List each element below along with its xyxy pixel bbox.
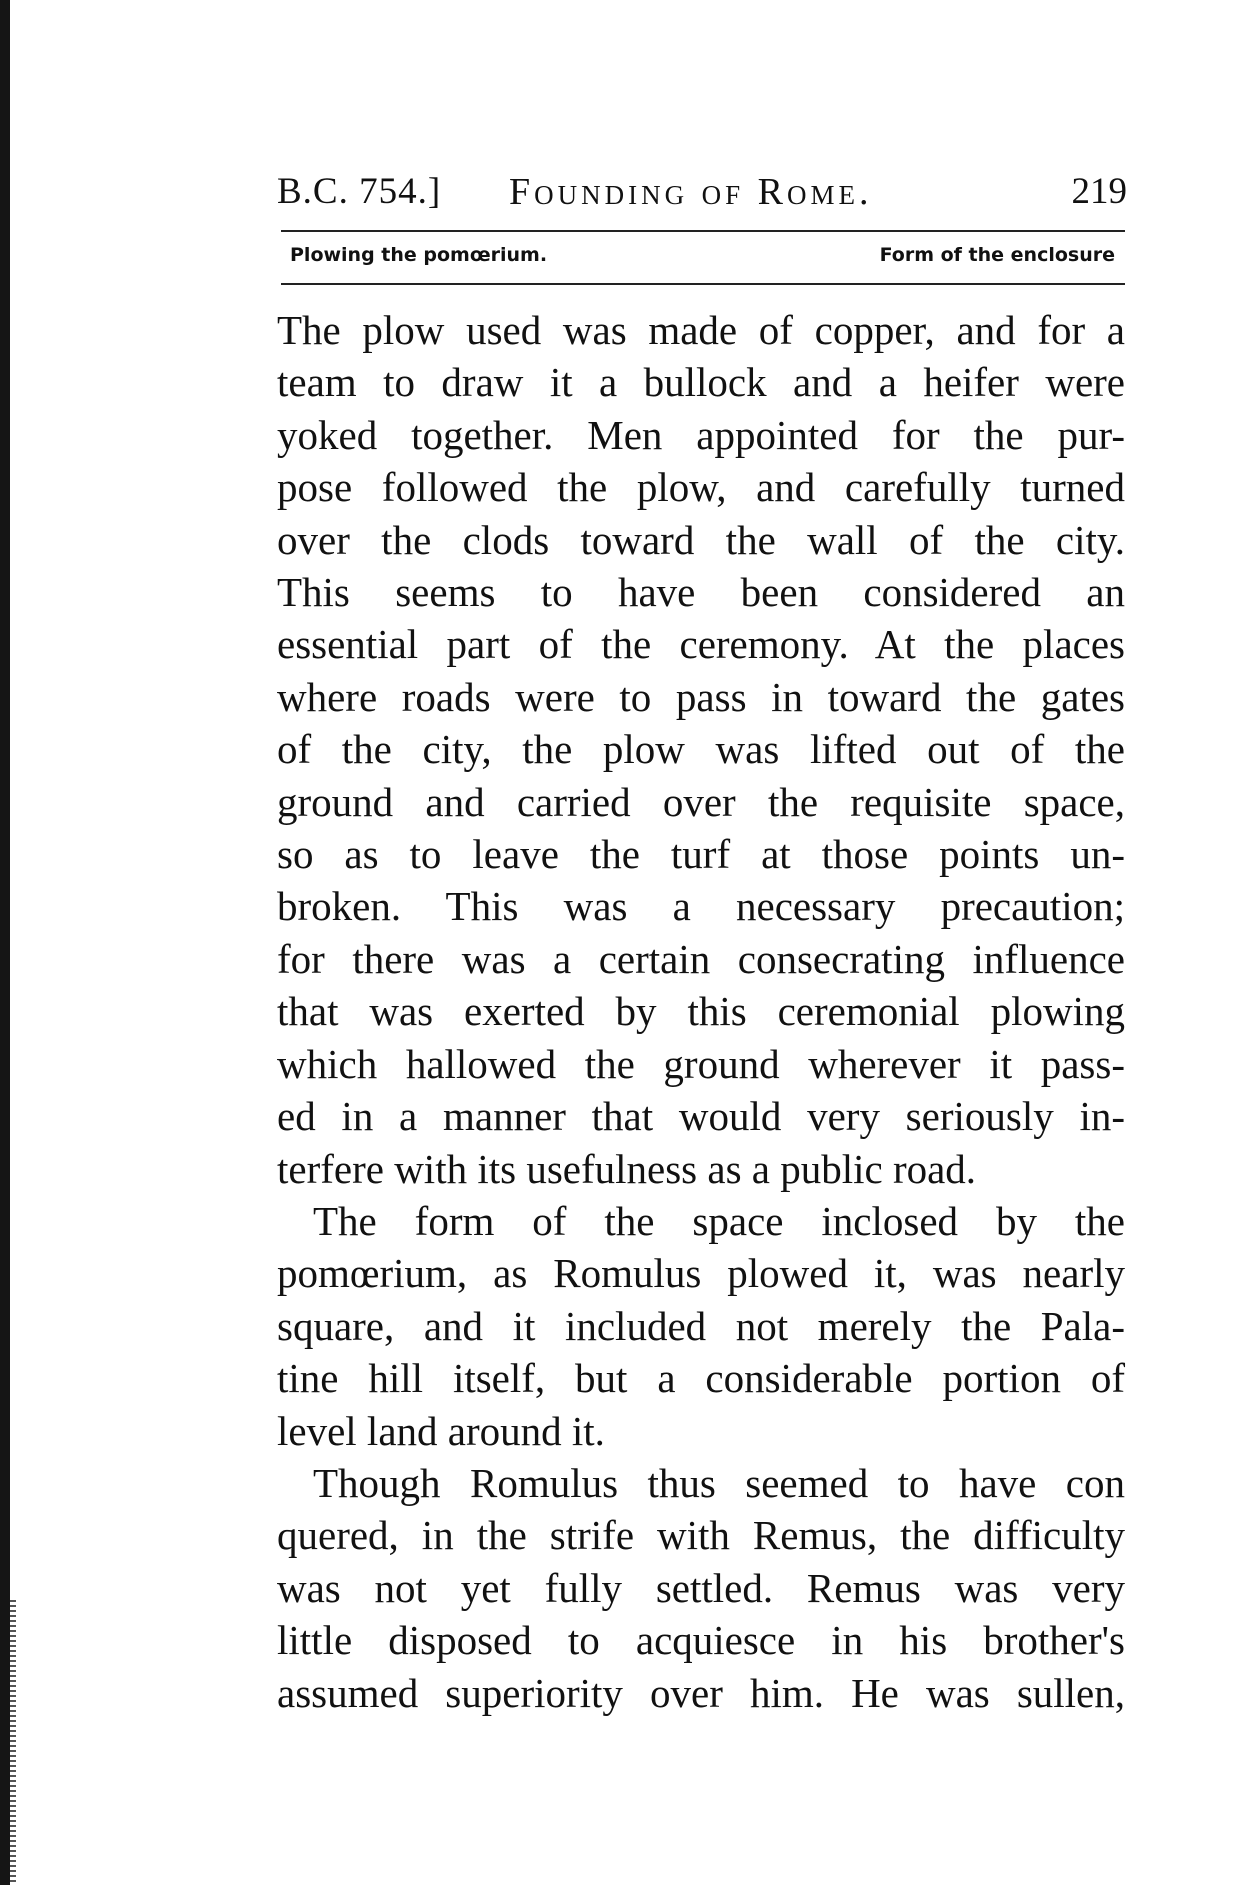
book-spine-edge — [0, 0, 10, 1885]
text-line: ground and carried over the requisite space, — [277, 778, 1125, 825]
text-line: Though Romulus thus seemed to have con — [313, 1459, 1125, 1506]
paragraph-2 — [277, 1195, 1125, 1457]
text-line: essential part of the ceremony. At the places — [277, 621, 1125, 668]
paragraph-1 — [277, 304, 1125, 1195]
text-line: broken. This was a necessary precaution; — [277, 883, 1125, 930]
text-line: level land around it. — [277, 1407, 605, 1454]
text-line: tine hill itself, but a considerable portion of — [277, 1355, 1125, 1402]
header-rule-top — [281, 230, 1125, 232]
paragraph-3 — [277, 1457, 1125, 1719]
running-head-title: Founding of Rome. — [509, 171, 873, 213]
text-line: which hallowed the ground wherever it pass- — [277, 1040, 1125, 1087]
spine-fray-texture — [10, 1600, 16, 1885]
header-rule-bottom — [281, 283, 1125, 285]
text-line: The plow used was made of copper, and for a — [277, 307, 1125, 353]
text-line: of the city, the plow was lifted out of the — [277, 726, 1125, 773]
text-line: team to draw it a bullock and a heifer were — [277, 359, 1125, 406]
text-line: pose followed the plow, and carefully turned — [277, 464, 1125, 511]
text-line: little disposed to acquiesce in his brother's — [277, 1617, 1125, 1664]
text-line: so as to leave the turf at those points un- — [277, 831, 1125, 878]
text-line: was not yet fully settled. Remus was very — [277, 1564, 1125, 1611]
text-line: that was exerted by this ceremonial plowing — [277, 988, 1125, 1035]
text-line: for there was a certain consecrating influence — [277, 935, 1125, 982]
running-head — [277, 170, 1127, 222]
text-line: pomœrium, as Romulus plowed it, was nearly — [277, 1250, 1125, 1297]
text-line: This seems to have been considered an — [277, 569, 1125, 616]
text-line: where roads were to pass in toward the gates — [277, 673, 1125, 720]
text-line: ed in a manner that would very seriously in- — [277, 1093, 1125, 1140]
text-line: The form of the space inclosed by the — [313, 1197, 1125, 1244]
text-line: yoked together. Men appointed for the pur- — [277, 411, 1125, 458]
side-note-left: Plowing the pomœrium. — [290, 244, 548, 266]
text-line: terfere with its usefulness as a public road. — [277, 1145, 977, 1192]
text-line: square, and it included not merely the Pala- — [277, 1302, 1125, 1349]
page-number: 219 — [1071, 171, 1127, 212]
text-line: assumed superiority over him. He was sullen, — [277, 1669, 1125, 1716]
text-line: over the clods toward the wall of the city. — [277, 516, 1125, 563]
body-text — [277, 304, 1125, 1719]
text-line: quered, in the strife with Remus, the difficulty — [277, 1512, 1125, 1559]
running-head-date: B.C. 754.] — [277, 171, 442, 212]
side-note-right: Form of the enclosure — [879, 244, 1115, 266]
